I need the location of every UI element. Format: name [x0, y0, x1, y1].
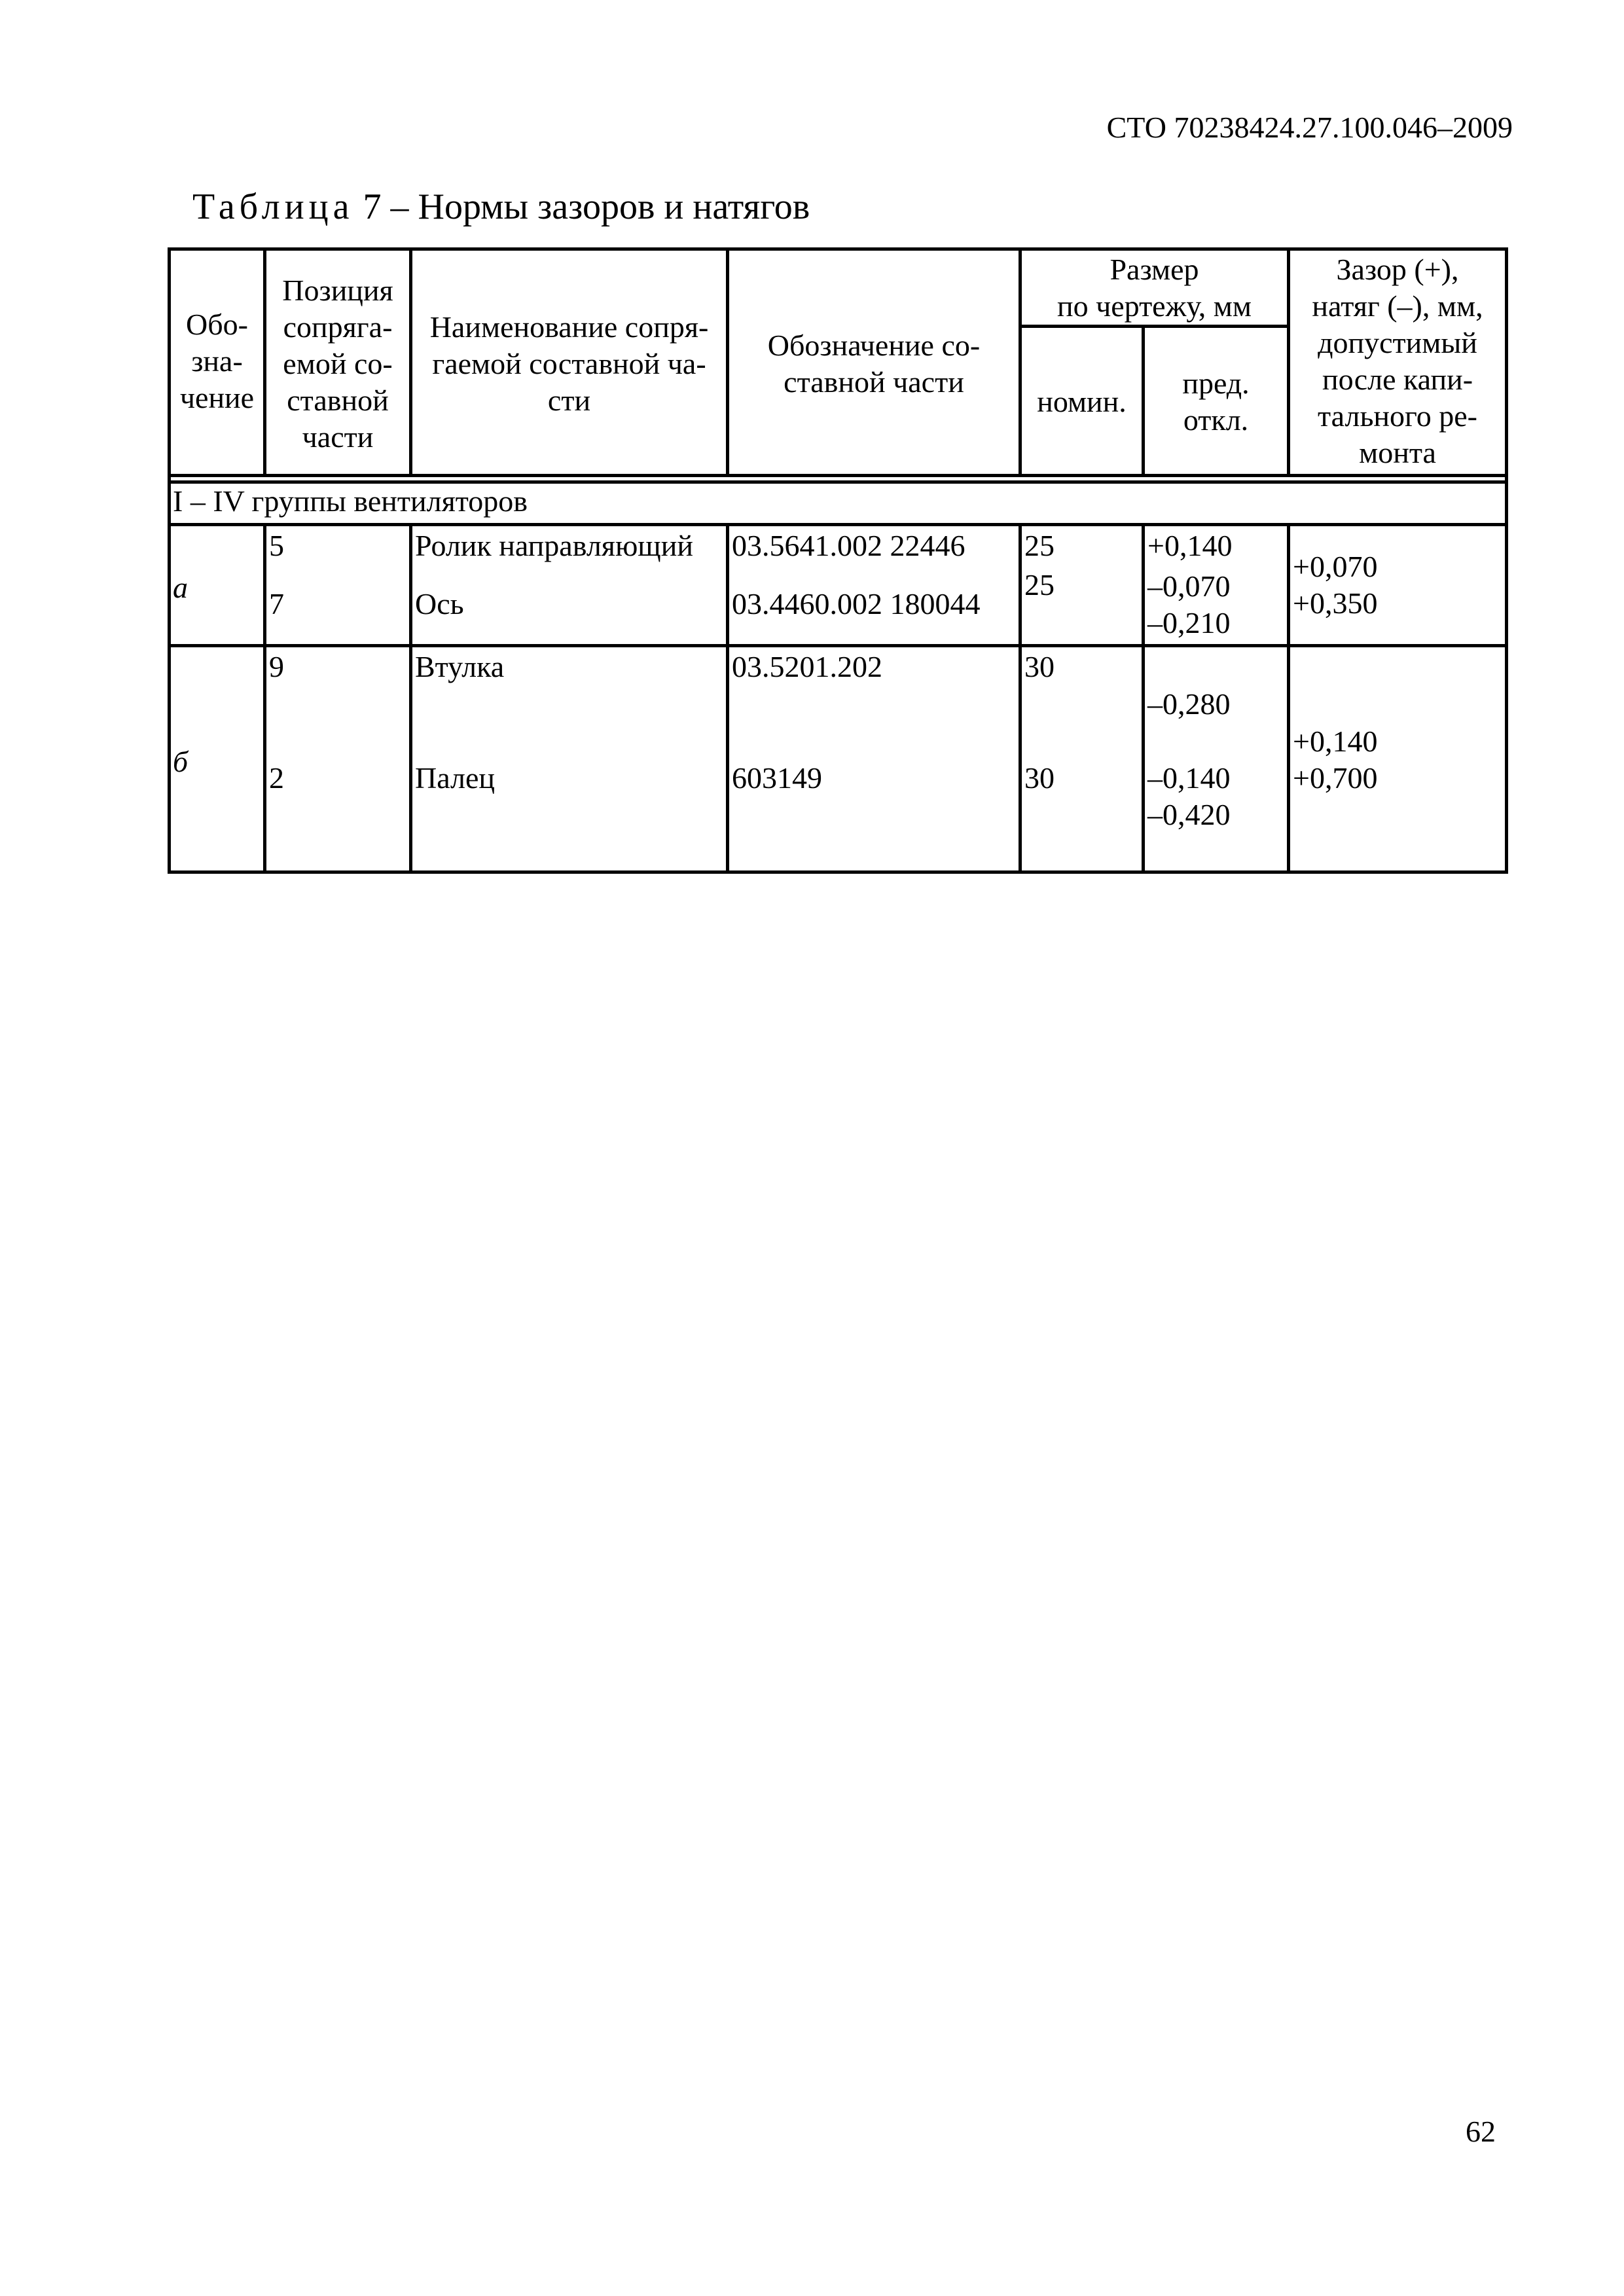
row-position: 2 [269, 761, 284, 795]
group-clearance: +0,070 +0,350 [1293, 550, 1378, 620]
group-divider [168, 644, 1508, 647]
column-rule-4-body [1019, 523, 1022, 874]
header-size-group: Размер по чертежу, мм [1057, 253, 1252, 323]
row-tolerance: +0,140 [1147, 529, 1233, 562]
row-tolerance: –0,280 [1147, 687, 1231, 721]
clearance-norms-table [168, 247, 1508, 874]
size-subheader-divider [1022, 325, 1287, 328]
header-part-code: Обозначение со- ставной части [767, 329, 981, 399]
header-designation: Обо- зна- чение [179, 308, 255, 414]
table-border-right [1505, 247, 1508, 874]
section-divider [168, 523, 1508, 526]
column-rule-2-body [409, 523, 412, 874]
header-clearance: Зазор (+), натяг (–), мм, допустимый после капи- тального ре- монта [1312, 253, 1483, 469]
row-tolerance: –0,140 –0,420 [1147, 761, 1231, 831]
row-position: 7 [269, 587, 284, 620]
column-rule-1-body [263, 523, 266, 874]
header-nominal: номин. [1037, 385, 1127, 418]
group-clearance: +0,140 +0,700 [1293, 725, 1378, 795]
column-rule-5-body [1142, 523, 1145, 874]
row-position: 9 [269, 650, 284, 683]
header-position: Позиция сопряга- емой со- ставной части [282, 274, 393, 454]
row-nominal: 30 [1024, 650, 1055, 683]
column-rule-3-body [726, 523, 729, 874]
row-position: 5 [269, 529, 284, 562]
row-part-name: Втулка [415, 650, 505, 683]
row-part-code: 603149 [732, 761, 822, 795]
column-rule-6-body [1287, 523, 1290, 874]
table-title-text: 7 – Нормы зазоров и натягов [363, 187, 810, 227]
page-number: 62 [1466, 2115, 1496, 2148]
group-designation: б [173, 745, 189, 778]
document-code: СТО 70238424.27.100.046–2009 [1106, 111, 1513, 144]
row-nominal: 25 [1024, 568, 1055, 601]
header-divider [168, 474, 1508, 477]
row-part-name: Ролик направляющий [415, 529, 693, 562]
row-part-code: 03.5201.202 [732, 650, 882, 683]
row-nominal: 25 [1024, 529, 1055, 562]
row-tolerance: –0,070 –0,210 [1147, 569, 1231, 639]
group-designation: а [173, 571, 188, 604]
header-part-name: Наименование сопря- гаемой составной ча- сти [429, 310, 709, 417]
section-title: I – IV группы вентиляторов [173, 484, 528, 518]
row-part-code: 03.5641.002 22446 [732, 529, 965, 562]
row-part-code: 03.4460.002 180044 [732, 587, 981, 620]
row-part-name: Ось [415, 587, 464, 620]
table-title-prefix: Таблица [192, 187, 354, 227]
table-border-bottom [168, 870, 1508, 874]
header-tolerance: пред. откл. [1182, 367, 1250, 437]
table-border-top [168, 247, 1508, 251]
row-nominal: 30 [1024, 761, 1055, 795]
table-title [192, 186, 810, 228]
row-part-name: Палец [415, 761, 496, 795]
